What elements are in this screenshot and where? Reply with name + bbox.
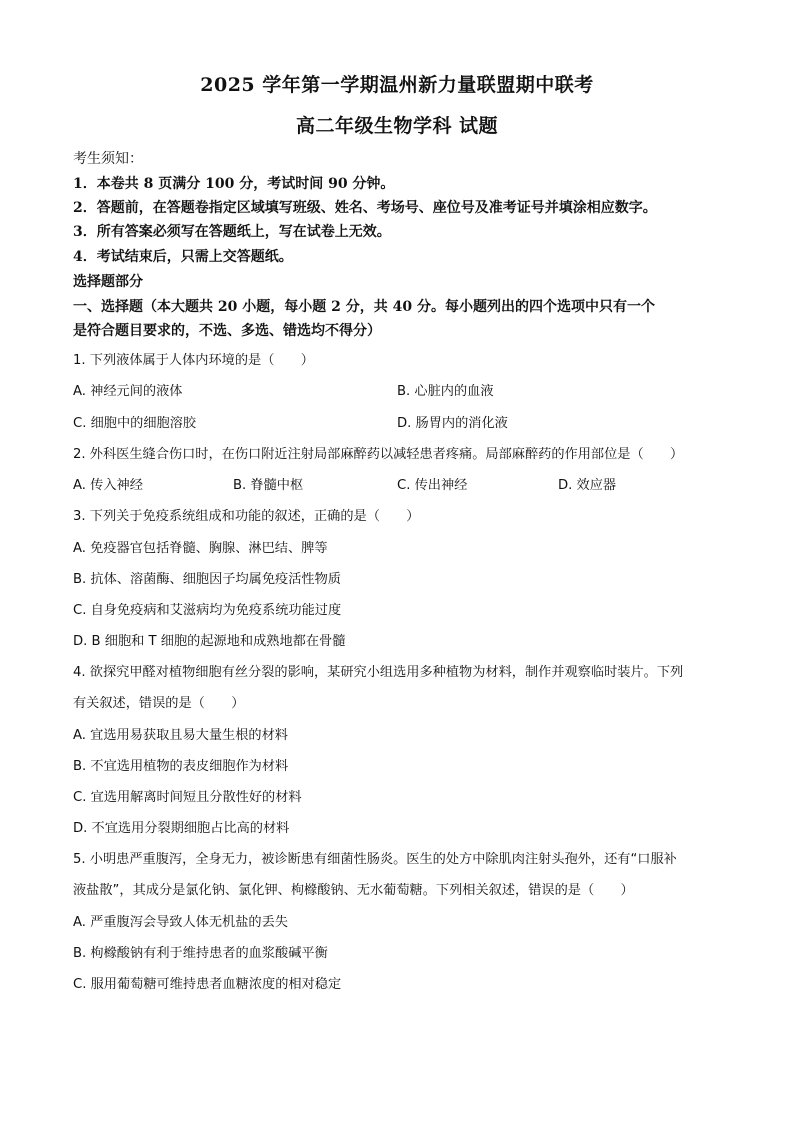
option-a: A. 传入神经 <box>73 478 143 493</box>
option-d: D. 效应器 <box>558 478 617 493</box>
notice-item: 1．本卷共 8 页满分 100 分，考试时间 90 分钟。 <box>73 176 395 192</box>
question-stem-continued: 液盐散”，其成分是氯化钠、氯化钾、枸橼酸钠、无水葡萄糖。下列相关叙述，错误的是（ ） <box>73 883 634 898</box>
option-c: C. 自身免疫病和艾滋病均为免疫系统功能过度 <box>73 603 342 618</box>
option-d: D. 不宜选用分裂期细胞占比高的材料 <box>73 821 290 836</box>
option-c: C. 服用葡萄糖可维持患者血糖浓度的相对稳定 <box>73 977 342 992</box>
option-b: B. 脊髓中枢 <box>233 478 304 493</box>
option-c: C. 传出神经 <box>397 478 468 493</box>
exam-title: 2025 学年第一学期温州新力量联盟期中联考 <box>200 74 594 96</box>
option-b: B. 心脏内的血液 <box>397 384 494 399</box>
question-stem: 2. 外科医生缝合伤口时，在伤口附近注射局部麻醉药以减轻患者疼痛。局部麻醉药的作用部位是（ ） <box>73 447 684 462</box>
option-c: C. 细胞中的细胞溶胶 <box>73 416 197 431</box>
notice-item: 2．答题前，在答题卷指定区域填写班级、姓名、考场号、座位号及准考证号并填涂相应数字。 <box>73 200 657 216</box>
part-label: 选择题部分 <box>73 274 143 290</box>
notice-item: 3．所有答案必须写在答题纸上，写在试卷上无效。 <box>73 224 391 240</box>
question-stem-continued: 有关叙述，错误的是（ ） <box>73 696 245 711</box>
exam-subtitle: 高二年级生物学科 试题 <box>295 115 499 137</box>
option-b: B. 不宜选用植物的表皮细胞作为材料 <box>73 759 289 774</box>
option-a: A. 严重腹泻会导致人体无机盐的丢失 <box>73 915 288 930</box>
notice-item: 4．考试结束后，只需上交答题纸。 <box>73 249 293 265</box>
option-d: D. B 细胞和 T 细胞的起源地和成熟地都在骨髓 <box>73 634 346 649</box>
option-a: A. 神经元间的液体 <box>73 384 183 399</box>
option-a: A. 免疫器官包括脊髓、胸腺、淋巴结、脾等 <box>73 541 328 556</box>
question-stem: 1. 下列液体属于人体内环境的是（ ） <box>73 353 314 368</box>
question-stem: 3. 下列关于免疫系统组成和功能的叙述，正确的是（ ） <box>73 509 420 524</box>
option-b: B. 抗体、溶菌酶、细胞因子均属免疫活性物质 <box>73 572 341 587</box>
notice-heading: 考生须知： <box>73 151 143 167</box>
option-c: C. 宜选用解离时间短且分散性好的材料 <box>73 790 302 805</box>
section-instruction: 一、选择题（本大题共 20 小题，每小题 2 分，共 40 分。每小题列出的四个选项中只有一个 <box>73 299 655 315</box>
option-b: B. 枸橼酸钠有利于维持患者的血浆酸碱平衡 <box>73 946 328 961</box>
section-instruction: 是符合题目要求的，不选、多选、错选均不得分） <box>73 323 381 339</box>
option-d: D. 肠胃内的消化液 <box>397 416 508 431</box>
question-stem: 5. 小明患严重腹泻，全身无力，被诊断患有细菌性肠炎。医生的处方中除肌肉注射头孢外，还有“口服补 <box>73 852 677 867</box>
question-stem: 4. 欲探究甲醛对植物细胞有丝分裂的影响，某研究小组选用多种植物为材料，制作并观察临时装片。下列 <box>73 665 684 680</box>
option-a: A. 宜选用易获取且易大量生根的材料 <box>73 728 288 743</box>
